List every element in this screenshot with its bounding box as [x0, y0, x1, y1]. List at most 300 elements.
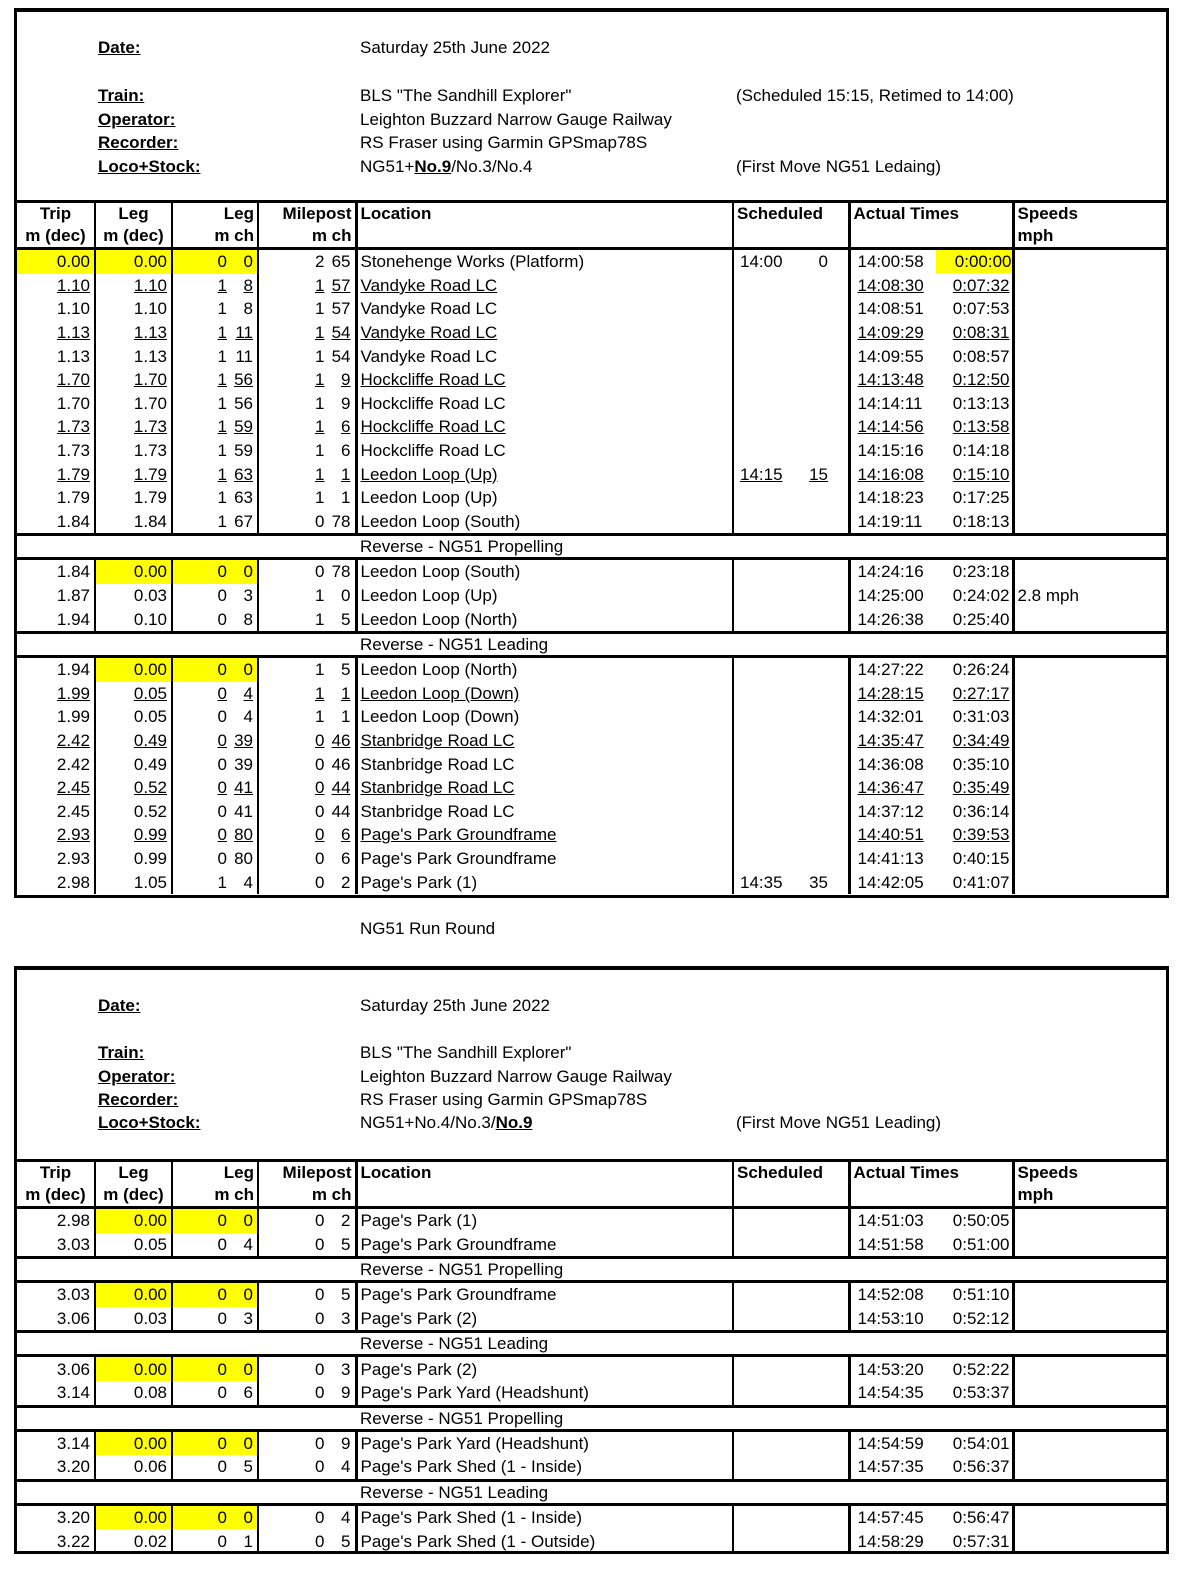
actual-time-text: 14:14:11 — [857, 393, 923, 413]
header-leg-mch-line1: Leg — [223, 1163, 254, 1182]
scheduled-minutes — [802, 250, 828, 273]
leg-chains — [227, 608, 253, 631]
table-row — [17, 486, 1166, 510]
table-row — [17, 823, 1166, 847]
speed-cell — [1013, 274, 1166, 298]
actual-times-cell — [849, 415, 1013, 439]
leg-dec-value: 0.08 — [133, 1383, 167, 1403]
actual-times-cell — [849, 559, 1013, 584]
leg-miles — [211, 1209, 227, 1232]
actual-time-text: 14:57:45 — [857, 1508, 924, 1528]
leg-miles-text: 1 — [217, 511, 227, 531]
leg-miles-text: 0 — [217, 754, 227, 774]
leg-chains — [227, 463, 253, 486]
table-row — [17, 368, 1166, 392]
leg-chains — [227, 1283, 253, 1306]
trip-cell — [17, 249, 95, 274]
leg-miles — [211, 871, 227, 894]
milepost-chains — [325, 871, 351, 894]
location-cell — [356, 1504, 733, 1529]
milepost-miles-text: 0 — [315, 801, 325, 821]
trip-cell — [17, 1529, 95, 1553]
elapsed-time — [936, 823, 1012, 846]
milepost-cell — [258, 823, 356, 847]
trip-value: 1.10 — [56, 275, 90, 295]
elapsed-time-text: 0:25:40 — [952, 609, 1010, 629]
elapsed-time — [936, 1432, 1012, 1455]
location-name: Stanbridge Road LC — [360, 730, 515, 750]
leg-dec-value: 1.13 — [133, 323, 167, 343]
location-cell — [356, 1529, 733, 1553]
milepost-value — [309, 486, 351, 509]
location-cell — [356, 297, 733, 321]
leg-mch-cell — [172, 1356, 258, 1381]
leg-miles — [211, 800, 227, 823]
header-location — [356, 1161, 733, 1208]
leg-dec-value: 1.79 — [133, 488, 167, 508]
milepost-chains-text: 57 — [331, 299, 351, 319]
actual-times-cell — [849, 274, 1013, 298]
table-row — [17, 321, 1166, 345]
leg-mch-value — [211, 608, 253, 631]
elapsed-time — [936, 486, 1012, 509]
elapsed-time-text: 0:52:22 — [952, 1359, 1010, 1379]
leg-miles-text: 0 — [217, 1309, 227, 1329]
location-name: Page's Park Groundframe — [360, 1234, 557, 1254]
milepost-miles — [309, 1381, 325, 1404]
elapsed-time-text: 0:35:49 — [952, 778, 1010, 798]
actual-time — [858, 823, 936, 846]
header-leg-mch-line1: Leg — [223, 204, 254, 223]
milepost-miles-text: 0 — [315, 1234, 325, 1254]
milepost-chains — [325, 392, 351, 415]
actual-times-cell — [849, 249, 1013, 274]
scheduled-cell — [733, 249, 849, 274]
header-location-text: Location — [360, 1163, 432, 1182]
elapsed-time-text: 0:40:15 — [952, 848, 1010, 868]
milepost-value — [309, 608, 351, 631]
actual-time — [858, 274, 936, 297]
scheduled-cell — [733, 1504, 849, 1529]
leg-chains — [227, 392, 253, 415]
leg-miles — [211, 1381, 227, 1404]
milepost-cell — [258, 344, 356, 368]
elapsed-time — [936, 560, 1012, 583]
leg-dec-cell — [95, 1455, 172, 1480]
leg-chains-text: 4 — [243, 683, 253, 703]
trip-cell — [17, 584, 95, 608]
leg-mch-cell — [172, 729, 258, 753]
leg-miles-text: 0 — [217, 1285, 227, 1305]
speed-cell — [1013, 486, 1166, 510]
leg-chains-text: 11 — [235, 323, 253, 343]
leg-miles-text: 0 — [217, 1531, 227, 1551]
scheduled-cell — [733, 486, 849, 510]
actual-time — [858, 560, 936, 583]
milepost-miles-text: 1 — [315, 299, 325, 319]
actual-time — [858, 871, 936, 894]
sheet-info — [17, 12, 1166, 200]
location-name: Vandyke Road LC — [360, 323, 498, 343]
header-milepost — [258, 202, 356, 249]
loco-suffix: /No.3/No.4 — [451, 157, 533, 176]
milepost-miles — [309, 274, 325, 297]
trip-value: 3.20 — [56, 1508, 90, 1528]
milepost-cell — [258, 1233, 356, 1258]
trip-cell — [17, 392, 95, 416]
actual-time-text: 14:51:03 — [857, 1211, 924, 1231]
leg-chains-text: 0 — [243, 1285, 253, 1305]
table-row — [17, 274, 1166, 298]
scheduled-cell — [733, 607, 849, 632]
milepost-cell — [258, 510, 356, 535]
leg-chains-text: 59 — [234, 441, 253, 461]
leg-chains — [227, 486, 253, 509]
milepost-chains — [325, 510, 351, 533]
location-name: Page's Park Groundframe — [360, 848, 557, 868]
leg-miles-text: 0 — [217, 848, 227, 868]
leg-mch-value — [211, 1283, 253, 1306]
leg-chains-text: 1 — [243, 1531, 253, 1551]
milepost-cell — [258, 776, 356, 800]
trip-cell — [17, 559, 95, 584]
speed-cell — [1013, 297, 1166, 321]
actual-time-text: 14:18:23 — [857, 488, 924, 508]
leg-mch-cell — [172, 1529, 258, 1553]
elapsed-time — [936, 297, 1012, 320]
elapsed-time-text: 0:13:58 — [952, 417, 1010, 437]
leg-mch-cell — [172, 752, 258, 776]
elapsed-time — [936, 321, 1012, 344]
actual-times-cell — [849, 486, 1013, 510]
leg-chains — [227, 705, 253, 728]
milepost-chains — [325, 753, 351, 776]
leg-chains — [227, 297, 253, 320]
leg-chains-text: 4 — [243, 872, 253, 892]
actual-time-text: 14:08:51 — [857, 299, 924, 319]
actual-time-text: 14:42:05 — [857, 872, 924, 892]
leg-miles-text: 1 — [217, 299, 227, 319]
actual-times-cell — [849, 1282, 1013, 1307]
milepost-miles-text: 1 — [315, 586, 325, 606]
milepost-chains-text: 46 — [331, 754, 351, 774]
leg-dec-cell — [95, 462, 172, 486]
leg-miles — [211, 250, 227, 273]
elapsed-time-text: 0:17:25 — [952, 488, 1010, 508]
milepost-value — [309, 682, 351, 705]
leg-dec-value: 0.00 — [133, 1359, 167, 1379]
trip-value: 2.45 — [56, 778, 90, 798]
leg-dec-value: 0.00 — [133, 562, 167, 582]
milepost-cell — [258, 584, 356, 608]
milepost-chains-text: 4 — [341, 1508, 351, 1528]
leg-mch-value — [211, 297, 253, 320]
actual-times-cell — [849, 584, 1013, 608]
actual-time-text: 14:53:20 — [857, 1359, 924, 1379]
milepost-miles — [309, 682, 325, 705]
milepost-chains — [325, 250, 351, 273]
milepost-miles — [309, 415, 325, 438]
leg-dec-cell — [95, 752, 172, 776]
milepost-value — [309, 415, 351, 438]
location-cell — [356, 486, 733, 510]
leg-dec-value: 0.00 — [133, 660, 167, 680]
milepost-chains — [325, 321, 351, 344]
leg-dec-cell — [95, 870, 172, 894]
leg-mch-value — [211, 1506, 253, 1529]
milepost-value — [309, 392, 351, 415]
milepost-cell — [258, 752, 356, 776]
speed-cell — [1013, 462, 1166, 486]
trip-cell — [17, 439, 95, 463]
milepost-value — [309, 1530, 351, 1553]
location-name: Leedon Loop (Down) — [360, 683, 520, 703]
milepost-cell — [258, 1455, 356, 1480]
speed-cell — [1013, 705, 1166, 729]
date-value: Saturday 25th June 2022 — [360, 996, 550, 1015]
actual-times-cell — [849, 1356, 1013, 1381]
date-value: Saturday 25th June 2022 — [360, 38, 550, 57]
leg-dec-value: 0.05 — [133, 683, 167, 703]
leg-dec-value: 0.03 — [133, 586, 167, 606]
leg-dec-cell — [95, 823, 172, 847]
recorder-value: RS Fraser using Garmin GPSmap78S — [360, 133, 648, 152]
leg-mch-cell — [172, 415, 258, 439]
actual-times-cell — [849, 368, 1013, 392]
leg-dec-cell — [95, 1381, 172, 1406]
actual-times-cell — [849, 1208, 1013, 1233]
section-divider-row — [17, 632, 1166, 656]
trip-cell — [17, 510, 95, 535]
header-row — [17, 1161, 1166, 1208]
milepost-cell — [258, 486, 356, 510]
speed-cell: 2.8 mph — [1013, 584, 1166, 608]
milepost-chains — [325, 463, 351, 486]
milepost-chains-text: 9 — [341, 1433, 351, 1453]
leg-dec-value: 1.05 — [133, 872, 167, 892]
table-row — [17, 344, 1166, 368]
milepost-miles — [309, 1283, 325, 1306]
leg-chains — [227, 871, 253, 894]
actual-time-text: 14:32:01 — [857, 707, 924, 727]
leg-mch-value — [211, 439, 253, 462]
leg-miles — [211, 776, 227, 799]
milepost-cell — [258, 1529, 356, 1553]
header-trip — [17, 1161, 95, 1208]
table-row — [17, 559, 1166, 584]
trip-cell — [17, 1430, 95, 1455]
leg-dec-value: 0.00 — [133, 1433, 167, 1453]
trip-value: 2.98 — [56, 1211, 90, 1231]
scheduled-cell — [733, 392, 849, 416]
leg-chains-text: 59 — [234, 417, 253, 437]
actual-time — [858, 1307, 936, 1330]
location-cell — [356, 1430, 733, 1455]
scheduled-cell — [733, 439, 849, 463]
leg-chains — [227, 1455, 253, 1478]
leg-dec-cell — [95, 799, 172, 823]
scheduled-cell — [733, 847, 849, 871]
elapsed-time-text: 0:52:12 — [952, 1309, 1010, 1329]
section-divider: Reverse - NG51 Leading — [17, 1332, 1166, 1356]
milepost-cell — [258, 368, 356, 392]
leg-miles — [211, 729, 227, 752]
milepost-miles-text: 1 — [315, 609, 325, 629]
elapsed-time — [936, 705, 1012, 728]
scheduled-time — [740, 871, 802, 894]
leg-mch-cell — [172, 462, 258, 486]
loco-prefix: NG51+ — [360, 157, 415, 176]
header-milepost-line2: m ch — [311, 226, 352, 245]
actual-times-cell — [849, 823, 1013, 847]
train-label: Train: — [98, 1043, 145, 1062]
milepost-chains — [325, 297, 351, 320]
table-row — [17, 656, 1166, 681]
actual-time-text: 14:36:47 — [857, 778, 924, 798]
leg-dec-value: 0.10 — [133, 609, 167, 629]
table-row — [17, 607, 1166, 632]
train-note: (Scheduled 15:15, Retimed to 14:00) — [736, 86, 1014, 105]
milepost-cell — [258, 607, 356, 632]
leg-miles — [211, 274, 227, 297]
leg-mch-value — [211, 1209, 253, 1232]
milepost-miles — [309, 321, 325, 344]
milepost-miles — [309, 1209, 325, 1232]
scheduled-cell — [733, 1282, 849, 1307]
header-leg-dec — [95, 1161, 172, 1208]
loco-label: Loco+Stock: — [98, 1113, 201, 1132]
section-divider: Reverse - NG51 Propelling — [17, 1406, 1166, 1430]
loco-emphasis: No.9 — [495, 1113, 533, 1132]
milepost-chains-text: 1 — [341, 683, 351, 703]
leg-chains — [227, 1209, 253, 1232]
milepost-chains — [325, 560, 351, 583]
location-cell — [356, 799, 733, 823]
location-name: Page's Park Shed (1 - Inside) — [360, 1457, 583, 1477]
milepost-miles — [309, 439, 325, 462]
speed-cell — [1013, 321, 1166, 345]
leg-miles-text: 0 — [217, 609, 227, 629]
table-row — [17, 847, 1166, 871]
speed-cell — [1013, 870, 1166, 894]
milepost-miles — [309, 847, 325, 870]
trip-value: 2.42 — [56, 730, 90, 750]
leg-chains — [227, 1358, 253, 1381]
elapsed-time-text: 0:07:53 — [952, 299, 1010, 319]
milepost-chains-text: 6 — [341, 441, 351, 461]
header-speeds — [1013, 202, 1166, 249]
speed-cell — [1013, 607, 1166, 632]
trip-cell — [17, 729, 95, 753]
leg-mch-value — [211, 584, 253, 607]
milepost-value — [309, 274, 351, 297]
actual-time — [858, 847, 936, 870]
leg-miles — [211, 1283, 227, 1306]
milepost-miles-text: 0 — [315, 872, 325, 892]
speed-cell — [1013, 559, 1166, 584]
milepost-chains — [325, 608, 351, 631]
leg-dec-value: 0.06 — [133, 1457, 167, 1477]
elapsed-time — [936, 1358, 1012, 1381]
run-round-note: NG51 Run Round — [360, 919, 496, 938]
leg-dec-value: 0.49 — [133, 754, 167, 774]
actual-times-cell — [849, 1455, 1013, 1480]
leg-dec-value: 0.52 — [133, 778, 167, 798]
milepost-cell — [258, 729, 356, 753]
leg-chains — [227, 321, 253, 344]
actual-time-text: 14:24:16 — [857, 562, 924, 582]
table-row — [17, 415, 1166, 439]
leg-chains-text: 3 — [243, 1309, 253, 1329]
location-name: Vandyke Road LC — [360, 346, 498, 366]
scheduled-cell — [733, 368, 849, 392]
milepost-miles-text: 0 — [315, 1309, 325, 1329]
leg-miles — [211, 584, 227, 607]
milepost-miles — [309, 345, 325, 368]
actual-time-text: 14:26:38 — [857, 609, 924, 629]
elapsed-time — [936, 1209, 1012, 1232]
leg-chains — [227, 345, 253, 368]
scheduled-cell — [733, 559, 849, 584]
location-name: Page's Park (1) — [360, 872, 478, 892]
train-value: BLS "The Sandhill Explorer" — [360, 1043, 572, 1062]
trip-value: 1.73 — [56, 417, 90, 437]
milepost-chains — [325, 776, 351, 799]
scheduled-time — [740, 463, 802, 486]
milepost-miles — [309, 800, 325, 823]
milepost-cell — [258, 462, 356, 486]
milepost-miles-text: 0 — [315, 1359, 325, 1379]
milepost-value — [309, 847, 351, 870]
sheet-info — [17, 970, 1166, 1159]
milepost-value — [309, 510, 351, 533]
header-actual — [849, 1161, 1013, 1208]
location-cell — [356, 729, 733, 753]
leg-mch-value — [211, 560, 253, 583]
leg-miles-text: 0 — [217, 683, 227, 703]
leg-miles-text: 0 — [217, 660, 227, 680]
loco-prefix: NG51+No.4/No.3/ — [360, 1113, 496, 1132]
scheduled-minutes — [802, 871, 828, 894]
trip-cell — [17, 752, 95, 776]
leg-miles-text: 0 — [217, 1359, 227, 1379]
location-name: Stonehenge Works (Platform) — [360, 252, 585, 272]
milepost-cell — [258, 439, 356, 463]
milepost-cell — [258, 1208, 356, 1233]
elapsed-time — [936, 608, 1012, 631]
milepost-miles-text: 1 — [315, 323, 325, 343]
location-name: Vandyke Road LC — [360, 299, 498, 319]
trip-value: 1.10 — [56, 299, 90, 319]
section-divider: Reverse - NG51 Propelling — [17, 1258, 1166, 1282]
leg-chains-text: 3 — [243, 586, 253, 606]
milepost-chains-text: 5 — [341, 609, 351, 629]
leg-mch-value — [211, 1358, 253, 1381]
trip-value: 2.93 — [56, 848, 90, 868]
trip-value: 3.20 — [56, 1457, 90, 1477]
elapsed-time-text: 0:34:49 — [952, 730, 1010, 750]
location-cell — [356, 321, 733, 345]
leg-dec-cell — [95, 249, 172, 274]
leg-chains-text: 4 — [243, 707, 253, 727]
leg-chains — [227, 753, 253, 776]
leg-mch-cell — [172, 486, 258, 510]
milepost-value — [309, 1283, 351, 1306]
scheduled-cell — [733, 1208, 849, 1233]
trip-cell — [17, 656, 95, 681]
actual-time — [858, 776, 936, 799]
actual-time-text: 14:54:35 — [857, 1383, 924, 1403]
